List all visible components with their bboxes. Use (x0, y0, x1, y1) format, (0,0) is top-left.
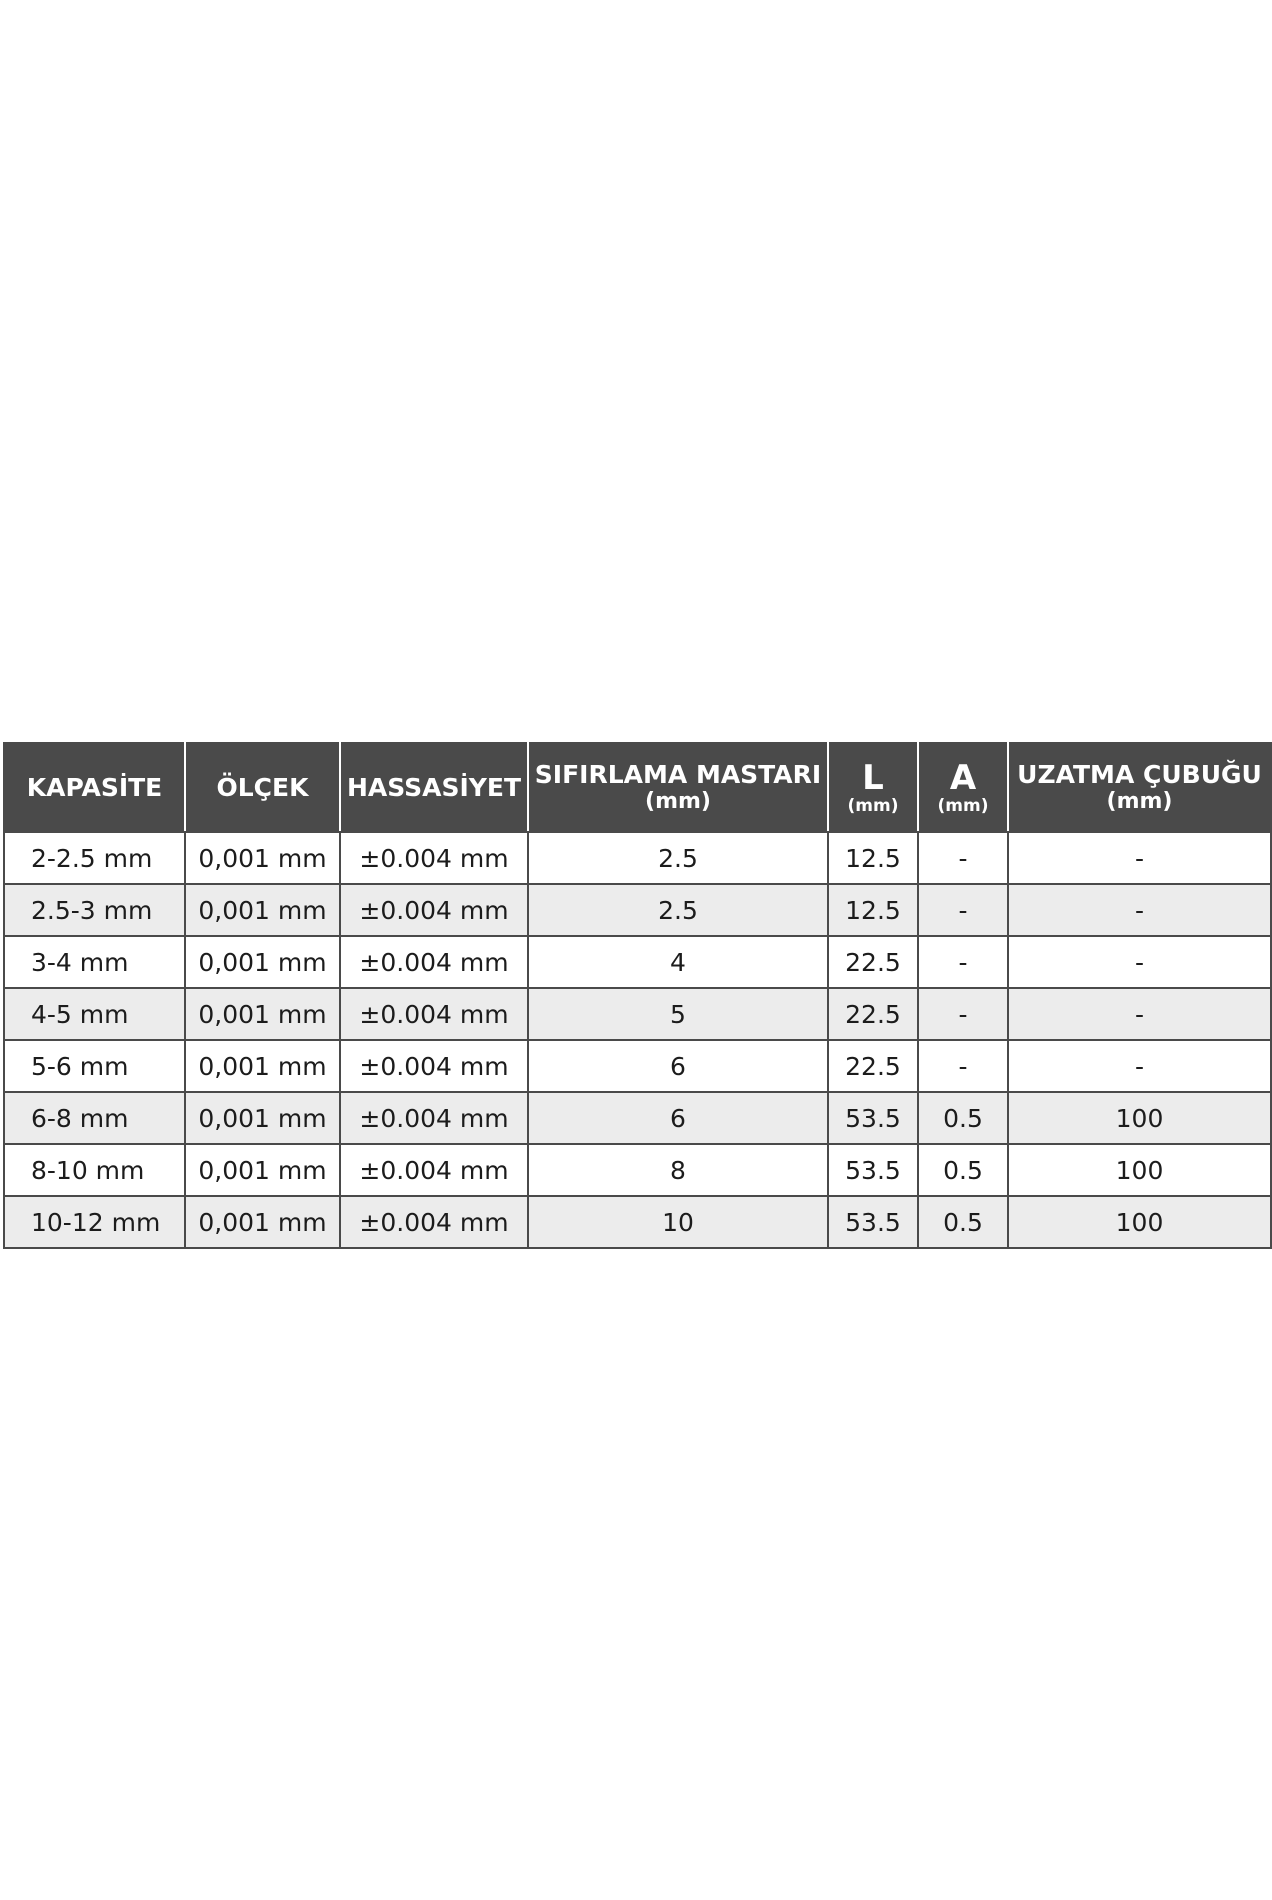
header-label: ÖLÇEK (216, 772, 309, 802)
cell-hassasiyet: ±0.004 mm (340, 832, 528, 884)
cell-kapasite: 3-4 mm (4, 936, 185, 988)
cell-kapasite: 2.5-3 mm (4, 884, 185, 936)
header-olcek (185, 743, 340, 832)
cell-hassasiyet: ±0.004 mm (340, 1092, 528, 1144)
header-hassasiyet (340, 743, 528, 832)
cell-l: 12.5 (828, 884, 918, 936)
header-l (828, 743, 918, 832)
cell-l: 53.5 (828, 1144, 918, 1196)
cell-a: - (918, 832, 1008, 884)
cell-hassasiyet: ±0.004 mm (340, 1144, 528, 1196)
cell-l: 53.5 (828, 1092, 918, 1144)
cell-olcek: 0,001 mm (185, 988, 340, 1040)
cell-a: - (918, 1040, 1008, 1092)
cell-sifirlama-mastari: 2.5 (528, 832, 828, 884)
table-row (4, 988, 1271, 1040)
cell-olcek: 0,001 mm (185, 1040, 340, 1092)
cell-uzatma-cubugu: - (1008, 988, 1271, 1040)
cell-hassasiyet: ±0.004 mm (340, 988, 528, 1040)
cell-sifirlama-mastari: 2.5 (528, 884, 828, 936)
header-unit: (mm) (645, 788, 711, 814)
cell-a: 0.5 (918, 1196, 1008, 1248)
table-row (4, 1040, 1271, 1092)
cell-olcek: 0,001 mm (185, 1144, 340, 1196)
cell-a: - (918, 936, 1008, 988)
cell-l: 22.5 (828, 936, 918, 988)
header-uzatma-cubugu (1008, 743, 1271, 832)
table-row (4, 1196, 1271, 1248)
cell-uzatma-cubugu: - (1008, 832, 1271, 884)
header-kapasite (4, 743, 185, 832)
cell-olcek: 0,001 mm (185, 832, 340, 884)
cell-olcek: 0,001 mm (185, 1092, 340, 1144)
cell-hassasiyet: ±0.004 mm (340, 1196, 528, 1248)
cell-kapasite: 2-2.5 mm (4, 832, 185, 884)
cell-sifirlama-mastari: 6 (528, 1040, 828, 1092)
cell-sifirlama-mastari: 10 (528, 1196, 828, 1248)
cell-sifirlama-mastari: 6 (528, 1092, 828, 1144)
cell-sifirlama-mastari: 5 (528, 988, 828, 1040)
cell-l: 53.5 (828, 1196, 918, 1248)
cell-a: 0.5 (918, 1092, 1008, 1144)
table-row (4, 1092, 1271, 1144)
table-row (4, 1144, 1271, 1196)
header-label: L (862, 757, 884, 798)
cell-sifirlama-mastari: 4 (528, 936, 828, 988)
cell-a: - (918, 988, 1008, 1040)
cell-l: 22.5 (828, 988, 918, 1040)
cell-uzatma-cubugu: - (1008, 884, 1271, 936)
header-a (918, 743, 1008, 832)
spec-table (3, 742, 1272, 1249)
header-sifirlama-mastari (528, 743, 828, 832)
header-label: HASSASİYET (346, 772, 522, 802)
cell-a: - (918, 884, 1008, 936)
cell-uzatma-cubugu: 100 (1008, 1144, 1271, 1196)
cell-l: 12.5 (828, 832, 918, 884)
cell-olcek: 0,001 mm (185, 936, 340, 988)
cell-sifirlama-mastari: 8 (528, 1144, 828, 1196)
header-label: A (949, 757, 977, 798)
cell-hassasiyet: ±0.004 mm (340, 1040, 528, 1092)
cell-uzatma-cubugu: 100 (1008, 1092, 1271, 1144)
cell-olcek: 0,001 mm (185, 1196, 340, 1248)
cell-uzatma-cubugu: 100 (1008, 1196, 1271, 1248)
table-row (4, 832, 1271, 884)
cell-uzatma-cubugu: - (1008, 936, 1271, 988)
cell-l: 22.5 (828, 1040, 918, 1092)
header-unit: (mm) (847, 795, 899, 816)
header-label: UZATMA ÇUBUĞU (1017, 759, 1262, 789)
cell-kapasite: 5-6 mm (4, 1040, 185, 1092)
table-row (4, 884, 1271, 936)
header-label: KAPASİTE (26, 772, 163, 802)
cell-hassasiyet: ±0.004 mm (340, 884, 528, 936)
cell-uzatma-cubugu: - (1008, 1040, 1271, 1092)
header-unit: (mm) (937, 795, 989, 816)
cell-kapasite: 10-12 mm (4, 1196, 185, 1248)
header-row (4, 743, 1271, 832)
header-unit: (mm) (1106, 788, 1173, 814)
cell-kapasite: 8-10 mm (4, 1144, 185, 1196)
cell-olcek: 0,001 mm (185, 884, 340, 936)
cell-hassasiyet: ±0.004 mm (340, 936, 528, 988)
header-label: SIFIRLAMA MASTARI (534, 759, 822, 789)
cell-kapasite: 4-5 mm (4, 988, 185, 1040)
cell-kapasite: 6-8 mm (4, 1092, 185, 1144)
cell-a: 0.5 (918, 1144, 1008, 1196)
table-row (4, 936, 1271, 988)
